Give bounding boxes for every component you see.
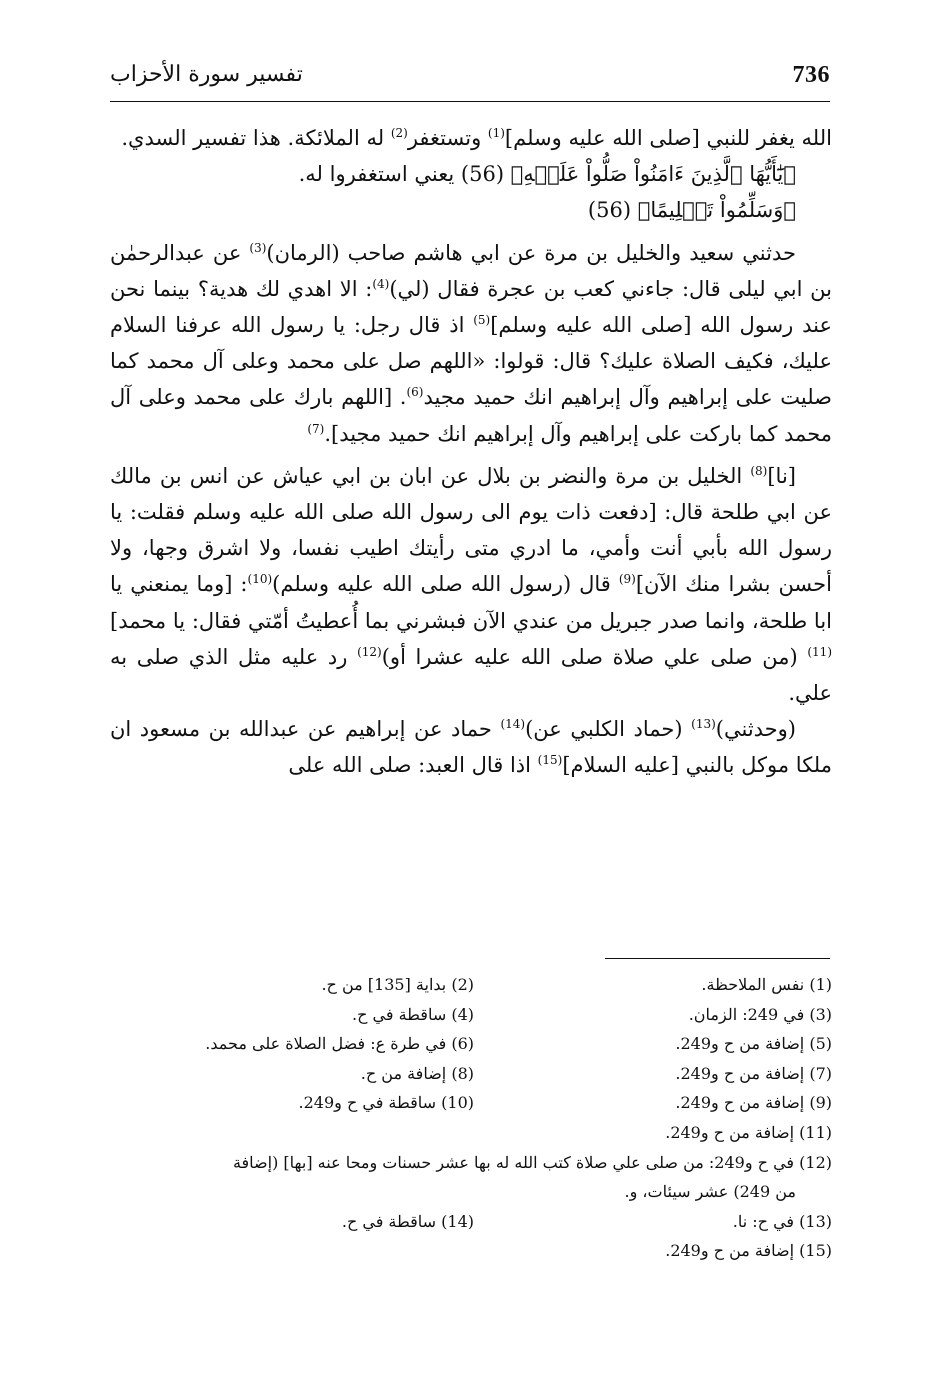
footnote: (4) ساقطة في ح. xyxy=(352,1004,474,1024)
text-run: حماد عن إبراهيم عن عبدالله بن مسعود ان ملكا موكل بالنبي [عليه السلام] xyxy=(110,717,832,778)
footnote-ref: (1) xyxy=(487,126,505,140)
footnote-row xyxy=(110,1207,832,1237)
footnote: (10) ساقطة في ح و249. xyxy=(298,1093,474,1113)
footnote-ref: (6) xyxy=(406,385,424,400)
footnotes xyxy=(110,970,832,1266)
footnote-full xyxy=(110,1148,832,1207)
footnote: (13) في ح: نا. xyxy=(732,1211,832,1231)
text-run: (وحدثني) xyxy=(715,717,796,742)
text-run: : [وما يمنعني يا ابا طلحة، وانما صدر جبريل من عندي الآن فبشرني بما أُعطيتُ أمّتي فقال: يا محمد] xyxy=(110,572,832,633)
text-run: حدثني سعيد والخليل بن مرة عن ابي هاشم صاحب (الرمان) xyxy=(266,240,796,265)
text-run: (حماد الكلبي عن) xyxy=(525,717,692,742)
text-run: قال (رسول الله صلى الله عليه وسلم) xyxy=(272,572,619,597)
footnote: (8) إضافة من ح. xyxy=(360,1063,474,1083)
footnote: (3) في 249: الزمان. xyxy=(688,1004,832,1024)
text-run: وتستغفر xyxy=(407,126,488,150)
footnote-ref: (9) xyxy=(618,572,636,587)
footnote: (7) إضافة من ح و249. xyxy=(675,1063,832,1083)
text-run: الخليل بن مرة والنضر بن بلال عن ابان بن ابي عياش عن انس بن مالك عن ابي طلحة قال: [دفعت ذات يوم الى رسول الله صلى الله عليه وسلم فقلت: يا رسول الله بأبي أنت وأمي، ما ادري متى رأيتك اطيب نفسا، ولا اشرق وجها، ولا أحسن بشرا منك الآن] xyxy=(110,463,832,597)
footnote: (5) إضافة من ح و249. xyxy=(675,1034,832,1054)
footnote-ref: (2) xyxy=(390,126,408,140)
footnote-row xyxy=(110,1236,832,1266)
footnote: (1) نفس الملاحظة. xyxy=(701,975,832,994)
footnote-row xyxy=(110,1029,832,1059)
text-run: ﴿وَسَلِّمُواْ تَسۡلِيمًا﴾ (56) xyxy=(587,198,796,223)
footnote-ref: (10) xyxy=(247,572,273,587)
page-number: 736 xyxy=(792,62,830,88)
text-run: [نا] xyxy=(767,463,796,488)
footnote-continuation: من 249) عشر سيئات، و. xyxy=(624,1182,796,1202)
footnote: (12) في ح و249: من صلى علي صلاة كتب الله له بها عشر حسنات ومحا عنه [بها] (إضافة xyxy=(232,1152,832,1172)
footnote-row xyxy=(110,970,832,1000)
footnote-ref: (11) xyxy=(807,644,832,659)
footnote-row xyxy=(110,1088,832,1118)
footnote-row xyxy=(110,1059,832,1089)
footnote-ref: (4) xyxy=(372,276,390,291)
footnote: (15) إضافة من ح و249. xyxy=(665,1241,832,1261)
text-run: اذ قال رجل: يا رسول الله عرفنا السلام عليك، فكيف الصلاة عليك؟ قال: قولوا: «اللهم صل على محمد وعلى آل محمد كما صليت على إبراهيم وآل إبراهيم انك حميد مجيد xyxy=(110,313,832,410)
page-header xyxy=(110,62,830,98)
footnote: (6) في طرة ع: فضل الصلاة على محمد. xyxy=(205,1034,474,1054)
footnote-ref: (3) xyxy=(249,240,267,255)
paragraph xyxy=(110,235,832,452)
verse-line xyxy=(110,156,832,192)
footnote-row xyxy=(110,1000,832,1030)
footnote-row xyxy=(110,1118,832,1148)
footnote-rule xyxy=(605,958,830,959)
text-run: . [اللهم بارك على محمد وعلى آل محمد كما باركت على إبراهيم وآل إبراهيم انك حميد مجيد]. xyxy=(110,385,832,446)
footnote: (2) بداية [135] من ح. xyxy=(321,975,474,994)
verse-line xyxy=(110,192,832,228)
text-run: رد عليه مثل الذي صلى به علي. xyxy=(110,644,832,706)
footnote-ref: (5) xyxy=(473,313,491,328)
text-run: : الا اهدي لك هدية؟ بينما نحن عند رسول الله [صلى الله عليه وسلم] xyxy=(110,276,832,338)
paragraph xyxy=(110,120,832,156)
footnote-ref: (12) xyxy=(357,644,382,659)
paragraph xyxy=(110,458,832,711)
text-run: له الملائكة. هذا تفسير السدي. xyxy=(121,126,391,150)
main-text xyxy=(110,120,832,784)
footnote-ref: (7) xyxy=(307,421,325,436)
header-rule xyxy=(110,101,830,102)
paragraph xyxy=(110,711,832,783)
running-title: تفسير سورة الأحزاب xyxy=(110,62,303,87)
text-run: عن عبدالرحمٰن بن ابي ليلى قال: جاءني كعب بن عجرة فقال (لي) xyxy=(110,240,833,301)
footnote-ref: (13) xyxy=(691,717,716,732)
footnote: (9) إضافة من ح و249. xyxy=(675,1093,832,1113)
footnote-ref: (14) xyxy=(500,717,526,732)
footnote-ref: (8) xyxy=(750,463,768,478)
footnote: (11) إضافة من ح و249. xyxy=(665,1122,832,1142)
footnote-ref: (15) xyxy=(537,753,563,768)
text-run: الله يغفر للنبي [صلى الله عليه وسلم] xyxy=(504,126,832,150)
text-run: (من صلى علي صلاة صلى الله عليه عشرا أو) xyxy=(381,644,808,669)
text-run: اذا قال العبد: صلى الله على xyxy=(288,753,538,778)
footnote: (14) ساقطة في ح. xyxy=(341,1211,474,1231)
text-run: ﴿يَٰٓأَيُّهَا ٱلَّذِينَ ءَامَنُواْ صَلُّواْ عَلَيۡهِ﴾ (56) يعني استغفروا له. xyxy=(298,162,796,187)
